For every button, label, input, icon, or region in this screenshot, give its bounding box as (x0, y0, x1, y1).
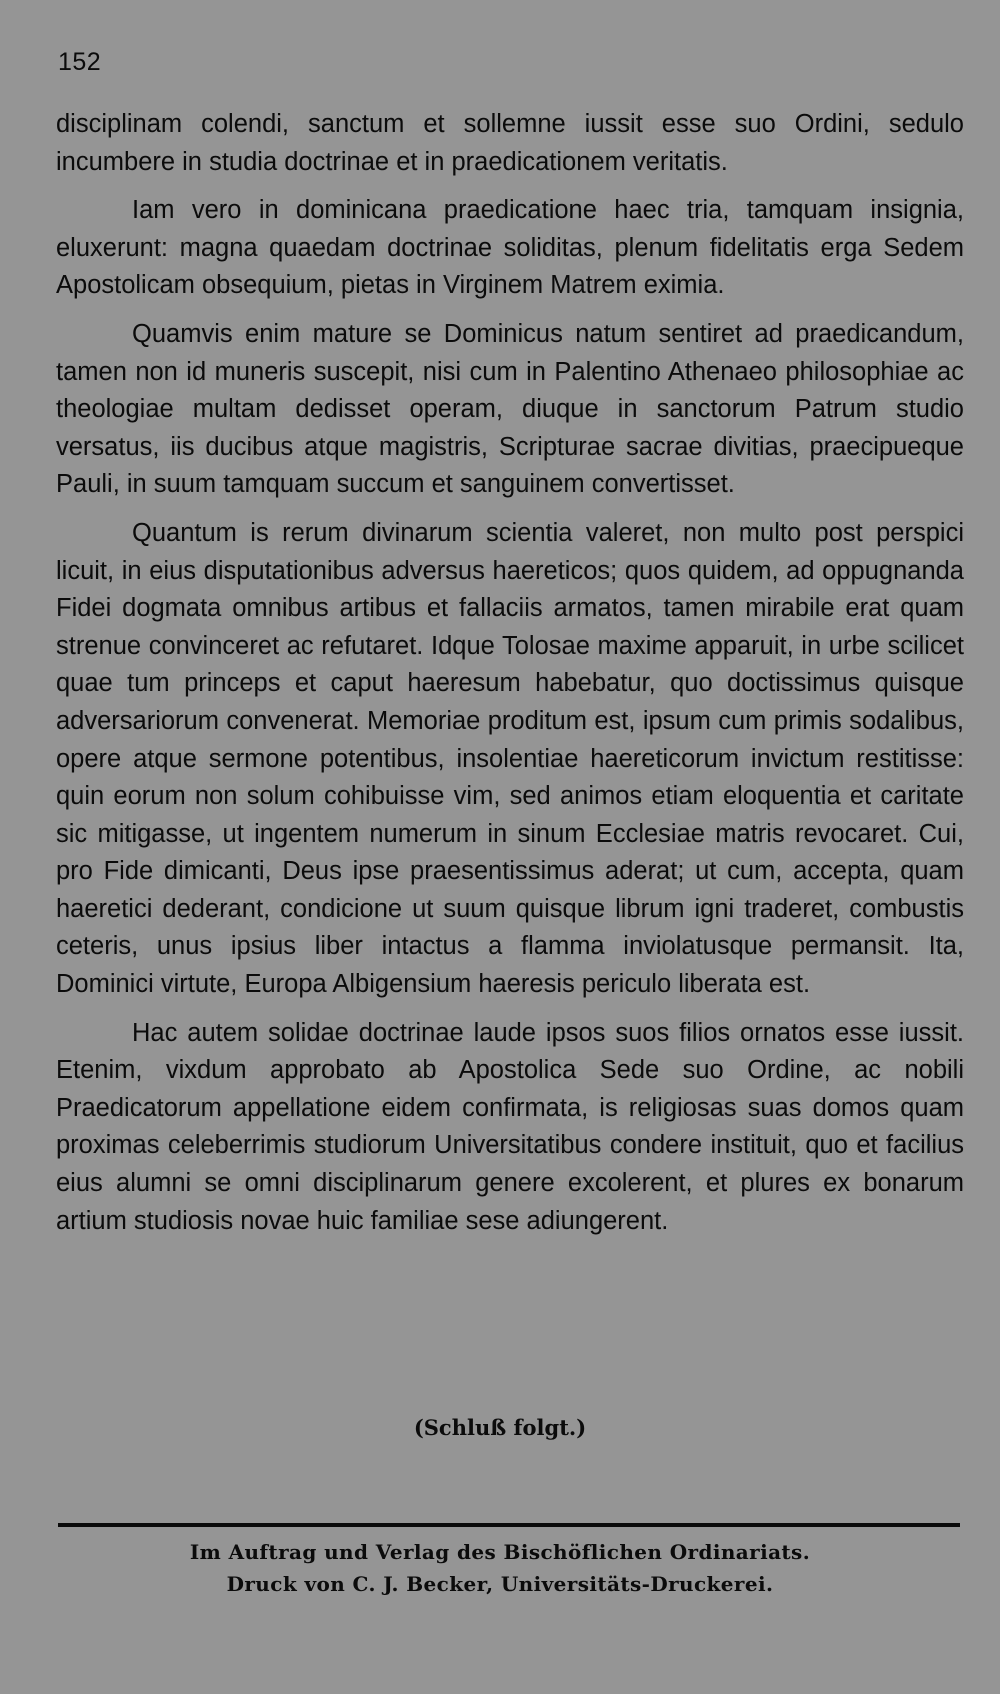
paragraph-2: Iam vero in dominicana praedicatione haec tria, tamquam insignia, eluxerunt: magna quaedam doctrinae soliditas, plenum fidelitatis erga Sedem Apostolicam obsequium, pietas in Virginem Matrem eximia. (56, 196, 964, 300)
continuation-note: (Schluß folgt.) (413, 1415, 587, 1440)
paragraph-1: disciplinam colendi, sanctum et sollemne iussit esse suo Ordini, sedulo incumbere in studia doctrinae et in praedicationem veritatis. (56, 110, 964, 176)
paragraph-5: Hac autem solidae doctrinae laude ipsos suos filios ornatos esse iussit. Etenim, vixdum approbato ab Apostolica Sede suo Ordine, ac nobili Praedicatorum appellatione eidem confirmata, is religiosas suas domos quam proximas celeberrimis studiorum Universitatibus condere instituit, quo et facilius eius alumni se omni disciplinarum genere excolerent, et plures ex bonarum artium studiosis novae huic familiae sese adiungerent. (56, 1018, 964, 1235)
imprint-line-1: Im Auftrag und Verlag des Bischöflichen Ordinariats. (189, 1540, 811, 1564)
page-number: 152 (58, 48, 102, 76)
body-text (56, 106, 964, 1240)
paragraph-4: Quantum is rerum divinarum scientia valeret, non multo post perspici licuit, in eius disputationibus adversus haereticos; quos quidem, ad oppugnanda Fidei dogmata omnibus artibus et fallaciis armatos, tamen mirabile erat quam strenue convinceret ac refutaret. Idque Tolosae maxime apparuit, in urbe scilicet quae tum princeps et caput haeresum habebatur, quo doctissimus quisque adversariorum convenerat. Memoriae proditum est, ipsum cum primis sodalibus, opere atque sermone potentibus, insolentiae haereticorum invictum restitisse: quin eorum non solum cohibuisse vim, sed animos etiam eloquentia et caritate sic mitigasse, ut ingentem numerum in sinum Ecclesiae matris revocaret. Cui, pro Fide dimicanti, Deus ipse praesentissimus aderat; ut cum, accepta, quam haeretici dederant, condicione ut suum quisque librum igni traderet, combustis ceteris, unus ipsius liber intactus a flamma inviolatusque permansit. Ita, Dominici virtute, Europa Albigensium haeresis periculo liberata est. (56, 518, 964, 999)
footer-rule (58, 1523, 960, 1527)
imprint-line-2: Druck von C. J. Becker, Universitäts-Druckerei. (226, 1572, 774, 1596)
paragraph-3: Quamvis enim mature se Dominicus natum sentiret ad praedicandum, tamen non id muneris suscepit, nisi cum in Palentino Athenaeo philosophiae ac theologiae multam dedisset operam, diuque in sanctorum Patrum studio versatus, iis ducibus atque magistris, Scripturae sacrae divitias, praecipueque Pauli, in suum tamquam succum et sanguinem convertisset. (56, 319, 964, 499)
